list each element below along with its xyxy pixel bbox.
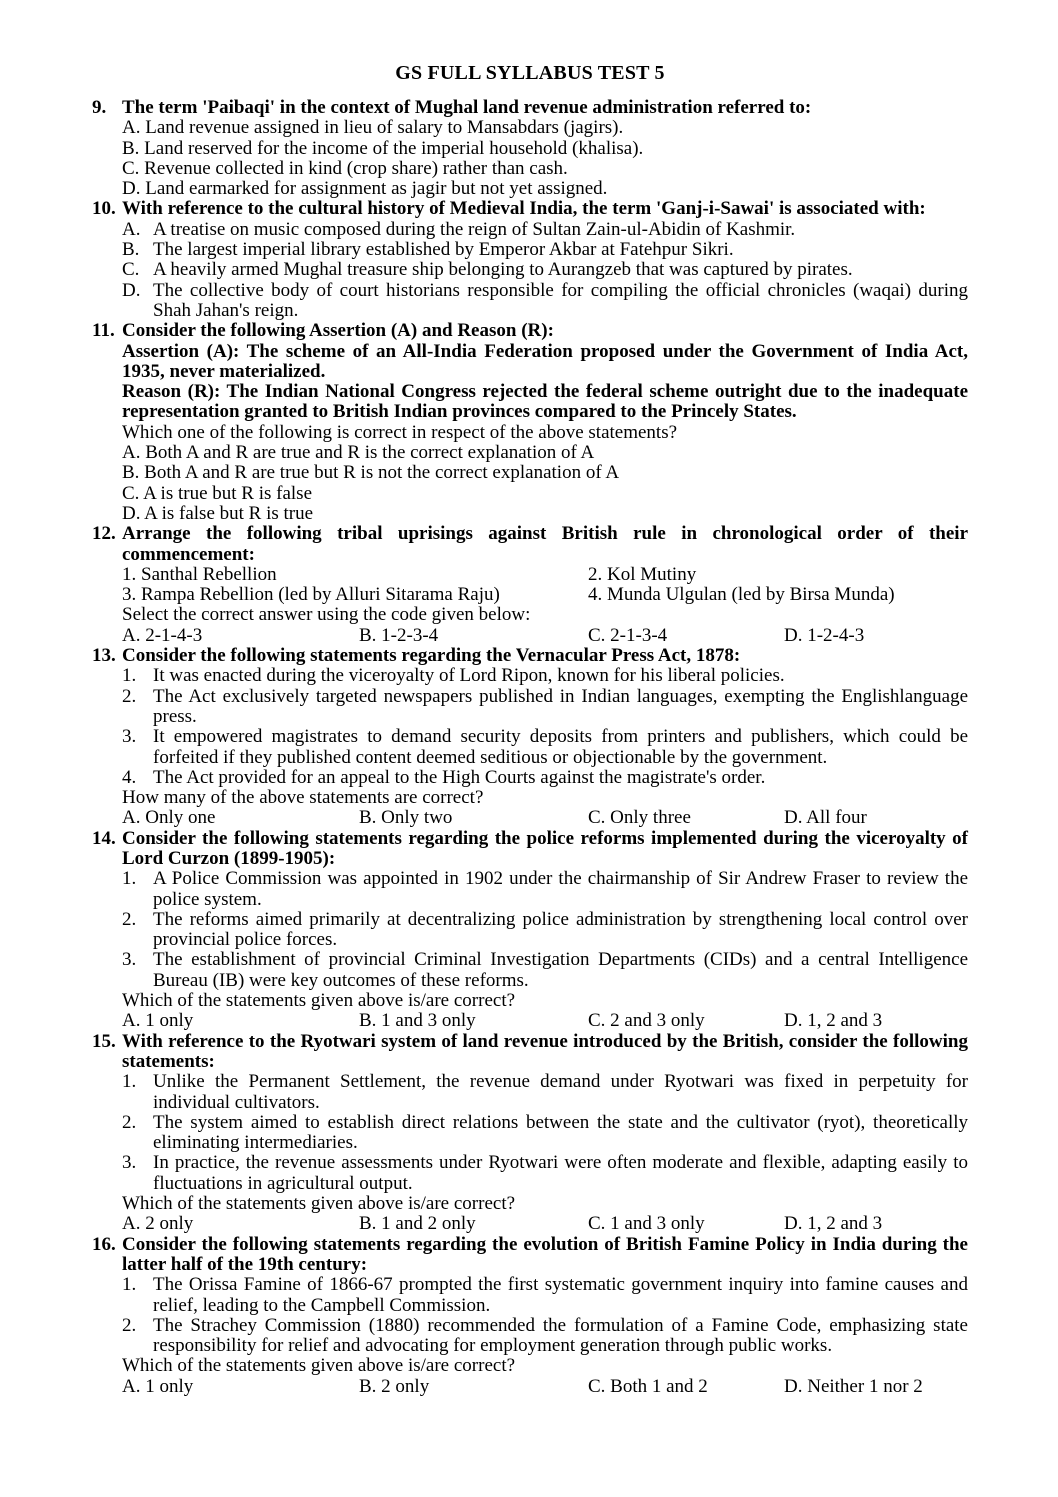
list-row xyxy=(122,565,968,585)
options-row xyxy=(122,1011,968,1031)
prompt-line: Select the correct answer using the code given below: xyxy=(122,604,531,626)
question-number: 15. xyxy=(92,1030,116,1052)
option-line: A. Land revenue assigned in lieu of salary to Mansabdars (jagirs). xyxy=(122,117,624,139)
item-text: The Strachey Commission (1880) recommended the formulation of a Famine Code, emphasizing state responsibility for relief and advocating for employment generation through public works. xyxy=(153,1314,968,1357)
item-marker: A. xyxy=(122,218,141,240)
question xyxy=(92,199,968,321)
statement-item xyxy=(122,950,968,991)
statement-item xyxy=(122,666,968,686)
option-line: C. Revenue collected in kind (crop share) rather than cash. xyxy=(122,157,568,179)
option-cell: D. 1-2-4-3 xyxy=(784,624,865,646)
list-row xyxy=(122,585,968,605)
question xyxy=(92,524,968,646)
option-cell: B. 1 and 2 only xyxy=(359,1213,476,1235)
options-row xyxy=(122,1214,968,1234)
question-number: 16. xyxy=(92,1233,116,1255)
question-stem: With reference to the Ryotwari system of land revenue introduced by the British, consider the following statements: xyxy=(122,1030,968,1072)
statement-item xyxy=(122,768,968,788)
statement-item xyxy=(122,687,968,728)
prompt-line: How many of the above statements are correct? xyxy=(122,787,484,809)
question-body xyxy=(122,524,968,646)
item-marker: B. xyxy=(122,239,140,261)
item-marker: 2. xyxy=(122,908,137,930)
question-stem: Arrange the following tribal uprisings against British rule in chronological order of their commencement: xyxy=(122,523,968,565)
question-stem: Consider the following statements regarding the evolution of British Famine Policy in India during the latter half of the 19th century: xyxy=(122,1233,968,1275)
option-cell: B. 2 only xyxy=(359,1375,430,1397)
question xyxy=(92,98,968,199)
item-marker: 3. xyxy=(122,949,137,971)
question-number: 9. xyxy=(92,97,107,118)
option-cell: D. All four xyxy=(784,807,867,829)
question-number: 10. xyxy=(92,198,116,220)
question xyxy=(92,646,968,829)
option-cell: A. Only one xyxy=(122,807,216,829)
item-text: The reforms aimed primarily at decentralizing police administration by strengthening local control over provincial police forces. xyxy=(153,908,968,951)
option-cell: D. 1, 2 and 3 xyxy=(784,1213,883,1235)
item-marker: 4. xyxy=(122,766,137,788)
question-body xyxy=(122,829,968,1032)
option-cell: C. 2 and 3 only xyxy=(588,1010,705,1032)
option-item xyxy=(122,260,968,280)
option-line: A. Both A and R are true and R is the correct explanation of A xyxy=(122,442,595,464)
item-text: The Act provided for an appeal to the High Courts against the magistrate's order. xyxy=(153,766,766,788)
question-number: 12. xyxy=(92,523,116,545)
item-marker: 1. xyxy=(122,665,137,687)
question-body xyxy=(122,321,968,524)
option-line: C. A is true but R is false xyxy=(122,482,312,504)
option-line: D. A is false but R is true xyxy=(122,502,314,524)
option-cell: C. 2-1-3-4 xyxy=(588,624,668,646)
item-marker: C. xyxy=(122,259,140,281)
option-cell: B. 1 and 3 only xyxy=(359,1010,476,1032)
question-number: 14. xyxy=(92,827,116,849)
item-marker: 2. xyxy=(122,1111,137,1133)
option-cell: D. Neither 1 nor 2 xyxy=(784,1375,923,1397)
question xyxy=(92,1032,968,1235)
option-line: B. Both A and R are true but R is not the correct explanation of A xyxy=(122,462,620,484)
questions xyxy=(92,98,968,1397)
item-marker: 1. xyxy=(122,868,137,890)
item-text: The largest imperial library established by Emperor Akbar at Fatehpur Sikri. xyxy=(153,239,734,261)
option-cell: A. 1 only xyxy=(122,1010,194,1032)
item-marker: D. xyxy=(122,279,141,301)
question-body xyxy=(122,646,968,829)
statement-item xyxy=(122,1113,968,1154)
question-body xyxy=(122,1032,968,1235)
question xyxy=(92,829,968,1032)
option-item xyxy=(122,281,968,322)
question xyxy=(92,1235,968,1397)
option-item xyxy=(122,220,968,240)
option-cell: C. 1 and 3 only xyxy=(588,1213,705,1235)
option-cell: B. Only two xyxy=(359,807,453,829)
item-marker: 2. xyxy=(122,1314,137,1336)
item-text: The establishment of provincial Criminal Investigation Departments (CIDs) and a central Intelligence Bureau (IB) were key outcomes of these reforms. xyxy=(153,949,968,991)
item-text: The Orissa Famine of 1866-67 prompted the first systematic government inquiry into famine causes and relief, leading to the Campbell Commission. xyxy=(153,1274,968,1316)
list-cell: 2. Kol Mutiny xyxy=(588,563,697,585)
statement-item xyxy=(122,910,968,951)
question xyxy=(92,321,968,524)
item-text: The collective body of court historians responsible for compiling the official chronicles (waqai) during Shah Jahan's reign. xyxy=(153,279,968,321)
list-cell: 4. Munda Ulgulan (led by Birsa Munda) xyxy=(588,584,895,606)
item-text: Unlike the Permanent Settlement, the revenue demand under Ryotwari was fixed in perpetuity for individual cultivators. xyxy=(153,1071,968,1113)
option-item xyxy=(122,240,968,260)
statement-item xyxy=(122,1153,968,1194)
item-marker: 3. xyxy=(122,726,137,748)
question-number: 13. xyxy=(92,645,116,667)
question-body xyxy=(122,98,968,199)
prompt-line: Which one of the following is correct in respect of the above statements? xyxy=(122,421,678,443)
option-cell: D. 1, 2 and 3 xyxy=(784,1010,883,1032)
option-cell: A. 1 only xyxy=(122,1375,194,1397)
question-stem: Consider the following Assertion (A) and Reason (R): xyxy=(122,320,554,342)
options-row xyxy=(122,1377,968,1397)
statement-item xyxy=(122,1072,968,1113)
prompt-line: Which of the statements given above is/are correct? xyxy=(122,990,516,1012)
item-text: It empowered magistrates to demand security deposits from printers and publishers, which could be forfeited if they published content deemed seditious or objectionable by the government. xyxy=(153,726,968,768)
item-marker: 1. xyxy=(122,1071,137,1093)
question-body xyxy=(122,1235,968,1397)
item-text: It was enacted during the viceroyalty of Lord Ripon, known for his liberal policies. xyxy=(153,665,785,687)
assertion-text: Assertion (A): The scheme of an All-India Federation proposed under the Government of India Act, 1935, never materialized. xyxy=(122,340,968,382)
item-text: The system aimed to establish direct relations between the state and the cultivator (ryot), theoretically eliminating intermediaries. xyxy=(153,1111,968,1154)
option-cell: A. 2-1-4-3 xyxy=(122,624,203,646)
statement-item xyxy=(122,727,968,768)
reason-text: Reason (R): The Indian National Congress rejected the federal scheme outright due to the inadequate representation granted to British Indian provinces compared to the Princely States. xyxy=(122,381,968,423)
prompt-line: Which of the statements given above is/are correct? xyxy=(122,1193,516,1215)
question-stem: With reference to the cultural history of Medieval India, the term 'Ganj-i-Sawai' is associated with: xyxy=(122,198,926,220)
item-text: In practice, the revenue assessments under Ryotwari were often moderate and flexible, adapting easily to fluctuations in agricultural output. xyxy=(153,1152,968,1194)
option-line: B. Land reserved for the income of the imperial household (khalisa). xyxy=(122,137,644,159)
statement-item xyxy=(122,1316,968,1357)
item-text: A treatise on music composed during the reign of Sultan Zain-ul-Abidin of Kashmir. xyxy=(153,218,796,240)
question-body xyxy=(122,199,968,321)
list-cell: 3. Rampa Rebellion (led by Alluri Sitarama Raju) xyxy=(122,584,500,606)
item-marker: 1. xyxy=(122,1274,137,1296)
options-row xyxy=(122,626,968,646)
question-stem: Consider the following statements regarding the Vernacular Press Act, 1878: xyxy=(122,645,741,667)
item-marker: 2. xyxy=(122,685,137,707)
option-line: D. Land earmarked for assignment as jagir but not yet assigned. xyxy=(122,178,608,200)
statement-item xyxy=(122,1275,968,1316)
statement-item xyxy=(122,869,968,910)
question-stem: The term 'Paibaqi' in the context of Mughal land revenue administration referred to: xyxy=(122,97,812,118)
page-title: GS FULL SYLLABUS TEST 5 xyxy=(395,62,665,84)
option-cell: B. 1-2-3-4 xyxy=(359,624,439,646)
options-row xyxy=(122,808,968,828)
option-cell: C. Only three xyxy=(588,807,691,829)
item-text: A Police Commission was appointed in 1902 under the chairmanship of Sir Andrew Fraser to review the police system. xyxy=(153,868,968,910)
item-marker: 3. xyxy=(122,1152,137,1174)
item-text: The Act exclusively targeted newspapers published in Indian languages, exempting the Englishlanguage press. xyxy=(153,685,968,727)
option-cell: A. 2 only xyxy=(122,1213,194,1235)
question-number: 11. xyxy=(92,320,115,342)
item-text: A heavily armed Mughal treasure ship belonging to Aurangzeb that was captured by pirates. xyxy=(153,259,853,281)
prompt-line: Which of the statements given above is/are correct? xyxy=(122,1355,516,1377)
option-cell: C. Both 1 and 2 xyxy=(588,1375,708,1397)
list-cell: 1. Santhal Rebellion xyxy=(122,563,277,585)
question-stem: Consider the following statements regarding the police reforms implemented during the viceroyalty of Lord Curzon (1899-1905): xyxy=(122,827,968,869)
